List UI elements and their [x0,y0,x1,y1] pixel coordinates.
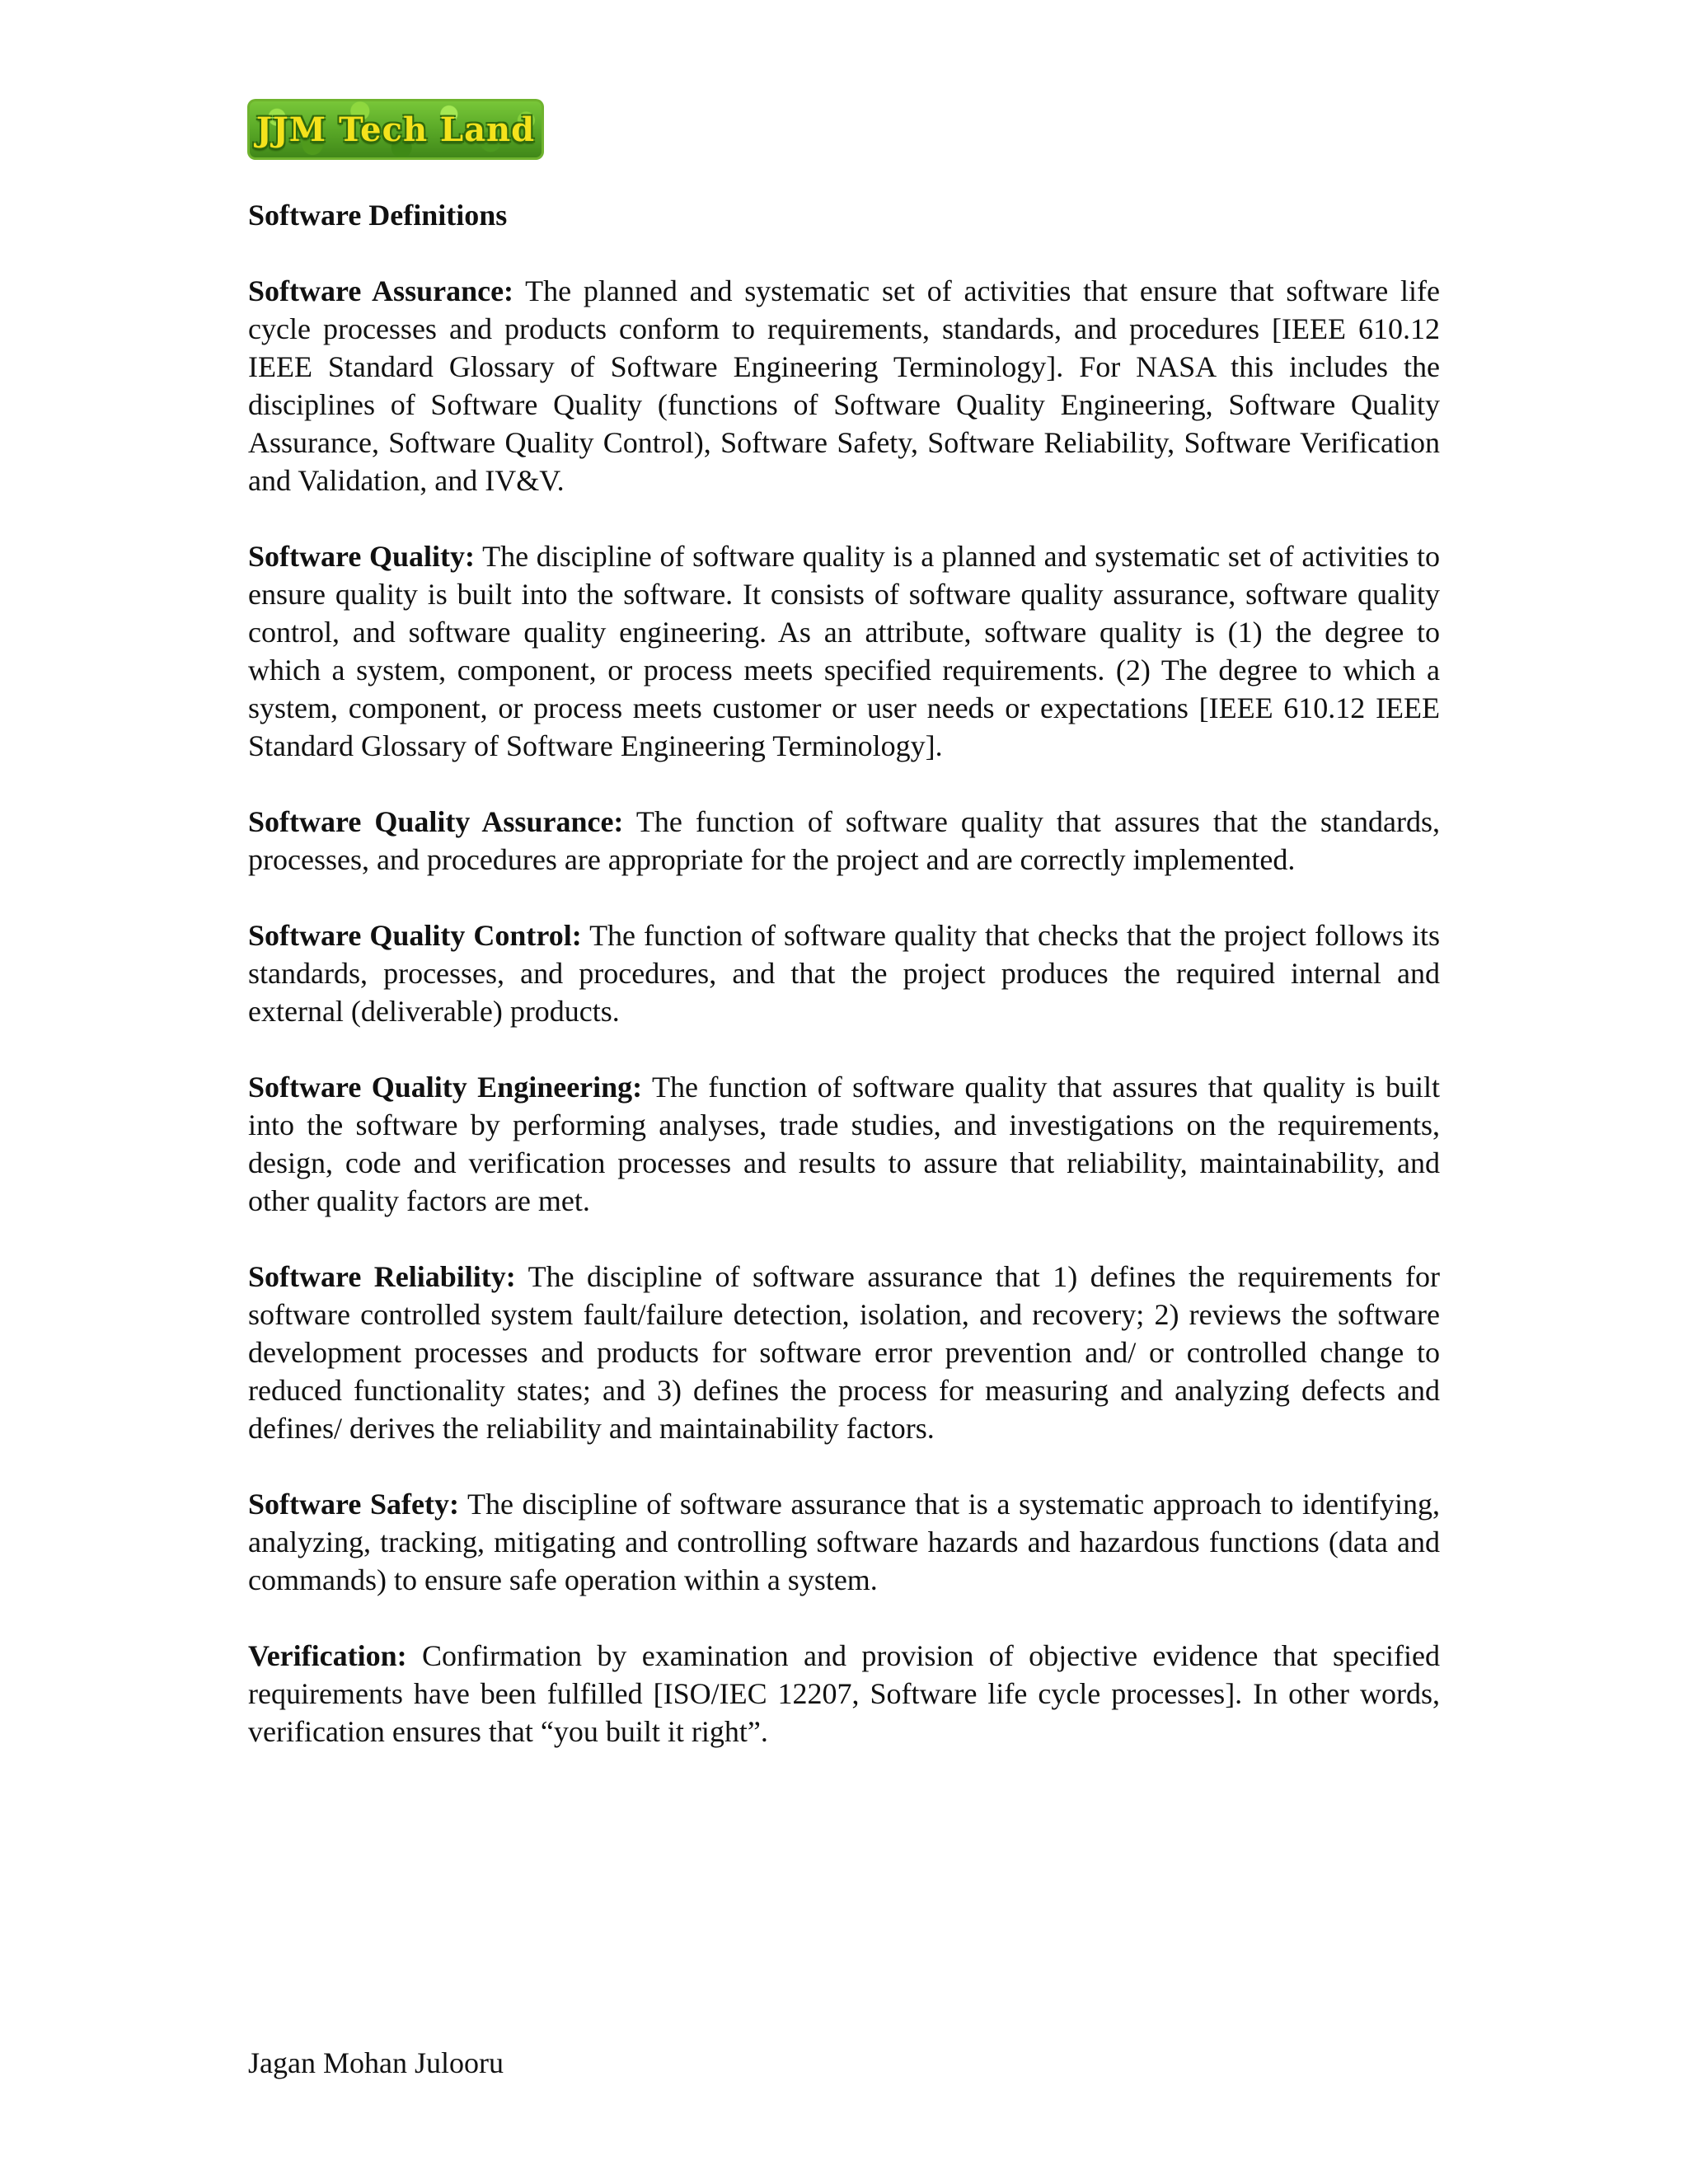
definition-text: The function of software quality that assures that quality is built into the software by performing analyses, trade studies, and investigations on the requirements, design, code and verification processes and results to assure that reliability, maintainability, and other quality factors are met. [248,1071,1440,1217]
footer-author: Jagan Mohan Julooru [248,2046,504,2079]
definition-term: Software Quality Engineering: [248,1071,643,1104]
definition-term: Software Safety: [248,1488,459,1521]
definition-term: Software Quality Control: [248,919,582,952]
definition-verification [248,1637,1440,1750]
document-body [248,196,1440,1788]
definition-software-quality [248,537,1440,765]
definition-text: The function of software quality that checks that the project follows its standards, processes, and procedures, and that the project produces the required internal and external (deliverable) products. [248,919,1440,1028]
definition-term: Software Assurance: [248,274,514,307]
definition-text: The planned and systematic set of activities that ensure that software life cycle processes and products conform to requirements, standards, and procedures [IEEE 610.12 IEEE Standard Glossary of Software Engineering Terminology]. For NASA this includes the disciplines of Software Quality (functions of Software Quality Engineering, Software Quality Assurance, Software Quality Control), Software Safety, Software Reliability, Software Verification and Validation, and IV&V. [248,274,1440,497]
definition-software-safety [248,1485,1440,1599]
logo [247,99,544,160]
definition-term: Software Quality Assurance: [248,805,624,838]
definition-software-quality-control [248,916,1440,1030]
definition-text: The function of software quality that assures that the standards, processes, and procedures are appropriate for the project and are correctly implemented. [248,805,1440,876]
definition-term: Software Reliability: [248,1260,516,1293]
definition-software-quality-assurance [248,803,1440,879]
definition-software-quality-engineering [248,1068,1440,1220]
definition-text: Confirmation by examination and provision of objective evidence that specified requirements have been fulfilled [ISO/IEC 12207, Software life cycle processes]. In other words, verification ensures that “you built it right”. [248,1639,1440,1748]
definition-term: Verification: [248,1639,407,1672]
definition-software-assurance [248,272,1440,499]
logo-text: JJM Tech Land [256,110,536,149]
definition-term: Software Quality: [248,540,476,573]
definition-text: The discipline of software quality is a planned and systematic set of activities to ensure quality is built into the software. It consists of software quality assurance, software quality control, and software quality engineering. As an attribute, software quality is (1) the degree to which a system, component, or process meets specified requirements. (2) The degree to which a system, component, or process meets customer or user needs or expectations [IEEE 610.12 IEEE Standard Glossary of Software Engineering Terminology]. [248,540,1441,762]
page-title: Software Definitions [248,199,508,232]
definition-text: The discipline of software assurance that is a systematic approach to identifying, analyzing, tracking, mitigating and controlling software hazards and hazardous functions (data and commands) to ensure safe operation within a system. [248,1488,1440,1596]
definition-software-reliability [248,1258,1440,1447]
definition-text: The discipline of software assurance that 1) defines the requirements for software controlled system fault/failure detection, isolation, and recovery; 2) reviews the software development processes and products for software error prevention and/ or controlled change to reduced functionality states; and 3) defines the process for measuring and analyzing defects and defines/ derives the reliability and maintainability factors. [248,1260,1440,1445]
